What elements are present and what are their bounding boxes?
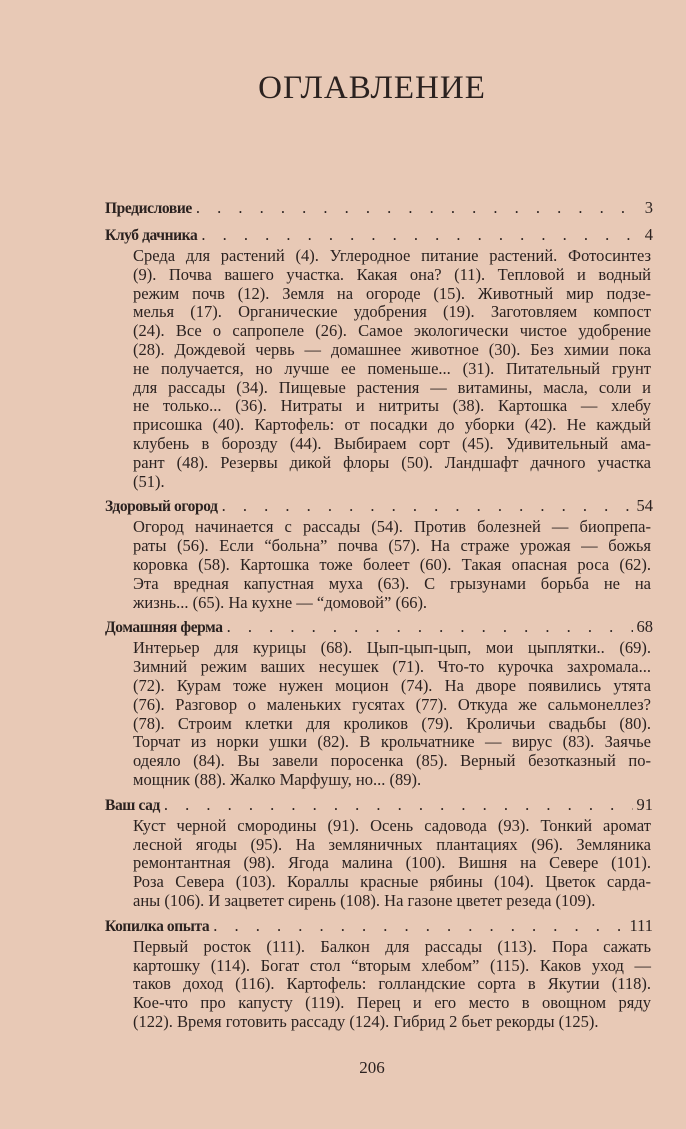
toc-entry xyxy=(105,793,653,911)
toc-heading-row xyxy=(105,494,653,518)
contents-line: для рассады (34). Пищевые растения — витамины, масла, соли и xyxy=(133,377,651,397)
section-title: Клуб дачника xyxy=(105,227,198,244)
dot-leader xyxy=(227,615,633,638)
contents-line: Эта вредная капустная муха (63). С грызунами борьба не на xyxy=(133,573,651,593)
section-page-number: 4 xyxy=(644,225,653,244)
toc-heading-row xyxy=(105,223,653,247)
toc-entry xyxy=(105,914,653,1032)
section-contents xyxy=(133,247,651,491)
contents-line: Зимний режим ваших несушек (71). Что-то курочка захромала... xyxy=(133,657,651,677)
contents-line: присошка (40). Картофель: от посадки до уборки (42). Не каждый xyxy=(133,415,651,435)
toc-entry xyxy=(105,494,653,612)
table-of-contents xyxy=(105,196,653,1035)
contents-line: картошку (114). Богат стол “вторым хлебом” (115). Каков уход — xyxy=(133,955,651,975)
page-number: 206 xyxy=(359,1058,385,1077)
contents-line: мощник (88). Жалко Марфушу, но... (89). xyxy=(133,769,422,789)
toc-entry xyxy=(105,223,653,491)
contents-line: раты (56). Если “больна” почва (57). На страже урожая — божья xyxy=(133,536,651,556)
contents-line: мелья (17). Органические удобрения (19). Заготовляем компост xyxy=(133,302,651,322)
contents-line: ремонтантная (98). Ягода малина (100). Вишня на Севере (101). xyxy=(133,853,651,873)
contents-line: (24). Все о сапропеле (26). Самое экологически чистое удобрение xyxy=(133,321,651,341)
contents-line: не только... (36). Нитраты и нитриты (38). Картошка — хлебу xyxy=(133,396,651,416)
contents-line: Кое-что про капусту (119). Перец и его место в овощном ряду xyxy=(133,993,651,1013)
dot-leader xyxy=(164,793,633,816)
contents-line: Огород начинается с рассады (54). Против болезней — биопрепа- xyxy=(133,517,651,537)
contents-line: аны (106). И зацветет сирень (108). На газоне цветет резеда (109). xyxy=(133,890,596,910)
section-page-number: 68 xyxy=(636,617,653,637)
contents-line: (122). Время готовить рассаду (124). Гибрид 2 бьет рекорды (125). xyxy=(133,1011,599,1031)
contents-line: (9). Почва вашего участка. Какая она? (11). Тепловой и водный xyxy=(133,264,651,284)
dot-leader xyxy=(213,914,625,937)
toc-entry xyxy=(105,196,653,220)
contents-line: лесной ягоды (95). На земляничных плантациях (96). Земляника xyxy=(133,834,651,854)
contents-line: (72). Курам тоже нужен моцион (74). На дворе появились утята xyxy=(133,675,651,695)
dot-leader xyxy=(222,494,633,517)
section-title: Здоровый огород xyxy=(105,498,218,516)
contents-line: Роза Севера (103). Кораллы красные рябины (104). Цветок сарда- xyxy=(133,872,651,892)
contents-line: жизнь... (65). На кухне — “домовой” (66). xyxy=(133,592,428,612)
contents-line: (28). Дождевой червь — домашнее животное (30). Без химии пока xyxy=(133,339,651,359)
page-title: ОГЛАВЛЕНИЕ xyxy=(258,70,486,106)
section-title: Ваш сад xyxy=(105,796,160,814)
toc-entry xyxy=(105,615,653,789)
section-contents xyxy=(133,639,651,789)
section-page-number: 111 xyxy=(629,915,653,935)
contents-line: (78). Строим клетки для кроликов (79). Кроличьи свадьбы (80). xyxy=(133,713,651,733)
section-title: Домашняя ферма xyxy=(105,619,223,637)
contents-line: Среда для растений (4). Углеродное питание растений. Фотосинтез xyxy=(133,246,651,265)
toc-heading-row xyxy=(105,793,653,817)
contents-line: не получается, но лучше ее поменьше... (31). Питательный грунт xyxy=(133,358,651,378)
toc-heading-row xyxy=(105,196,653,220)
contents-line: режим почв (12). Земля на огороде (15). Животный мир подзе- xyxy=(133,283,651,303)
contents-line: одеяло (84). Вы завели поросенка (85). Верный безотказный по- xyxy=(133,751,651,771)
dot-leader xyxy=(196,196,641,219)
section-contents xyxy=(133,817,651,911)
contents-line: Куст черной смородины (91). Осень садовода (93). Тонкий аромат xyxy=(133,815,651,835)
contents-line: клубень в борозду (44). Выбираем сорт (45). Удивительный ама- xyxy=(133,433,651,453)
dot-leader xyxy=(201,223,640,246)
section-title: Копилка опыта xyxy=(105,917,210,935)
contents-line: (76). Разговор о маленьких гусятах (77). Откуда же сальмонеллез? xyxy=(133,694,651,714)
contents-line: таков доход (116). Картофель: голландские сорта в Якутии (118). xyxy=(133,974,651,994)
contents-line: Первый росток (111). Балкон для рассады (113). Пора сажать xyxy=(133,936,651,956)
section-page-number: 54 xyxy=(636,496,653,516)
section-page-number: 91 xyxy=(636,794,653,814)
contents-line: коровка (58). Картошка тоже болеет (60). Такая опасная роса (62). xyxy=(133,554,651,574)
section-page-number: 3 xyxy=(644,198,653,217)
contents-line: (51). xyxy=(133,471,165,491)
contents-line: Интерьер для курицы (68). Цып-цып-цып, мои цыплятки.. (69). xyxy=(133,638,651,658)
section-title: Предисловие xyxy=(105,200,192,217)
toc-heading-row xyxy=(105,914,653,938)
section-contents xyxy=(133,938,651,1032)
contents-line: Торчат из норки ушки (82). В крольчатнике — вирус (83). Заячье xyxy=(133,732,651,752)
toc-heading-row xyxy=(105,615,653,639)
contents-line: рант (48). Резервы дикой флоры (50). Ландшафт дачного участка xyxy=(133,452,651,472)
section-contents xyxy=(133,518,651,612)
